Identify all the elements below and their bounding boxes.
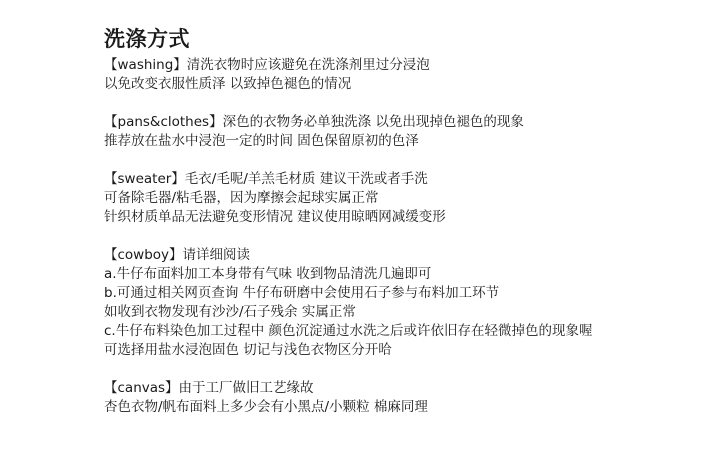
section-pans-clothes-line: 推荐放在盐水中浸泡一定的时间 固色保留原初的色泽: [104, 133, 419, 149]
section-sweater-line: 可备除毛器/粘毛器，因为摩擦会起球实属正常: [104, 190, 379, 206]
section-pans-clothes-line: 【pans&clothes】深色的衣物务必单独洗涤 以免出现掉色褪色的现象: [104, 114, 524, 130]
section-cowboy-line: 【cowboy】请详细阅读: [104, 247, 251, 263]
section-canvas-line: 杏色衣物/帆布面料上多少会有小黑点/小颗粒 棉麻同理: [104, 399, 428, 415]
page-title: 洗涤方式: [104, 27, 190, 51]
section-sweater-line: 【sweater】毛衣/毛呢/羊羔毛材质 建议干洗或者手洗: [104, 171, 428, 187]
section-washing-line: 以免改变衣服性质泽 以致掉色褪色的情况: [104, 76, 352, 92]
section-pans-clothes: [104, 113, 704, 151]
section-sweater-line: 针织材质单品无法避免变形情况 建议使用晾晒网减缓变形: [104, 209, 446, 225]
section-canvas: [104, 379, 704, 417]
section-cowboy-line: b.可通过相关网页查询 牛仔布研磨中会使用石子参与布料加工环节: [104, 285, 500, 301]
section-cowboy: [104, 246, 704, 360]
section-cowboy-line: c.牛仔布料染色加工过程中 颜色沉淀通过水洗之后或许依旧存在轻微掉色的现象喔: [104, 323, 593, 339]
section-cowboy-line: a.牛仔布面料加工本身带有气味 收到物品清洗几遍即可: [104, 266, 432, 282]
section-washing: [104, 56, 704, 94]
section-washing-line: 【washing】清洗衣物时应该避免在洗涤剂里过分浸泡: [104, 57, 430, 73]
section-cowboy-line: 可选择用盐水浸泡固色 切记与浅色衣物区分开哈: [104, 342, 392, 358]
section-canvas-line: 【canvas】由于工厂做旧工艺缘故: [104, 380, 314, 396]
section-cowboy-line: 如收到衣物发现有沙沙/石子残余 实属正常: [104, 304, 356, 320]
section-sweater: [104, 170, 704, 227]
washing-instructions: [104, 24, 704, 417]
